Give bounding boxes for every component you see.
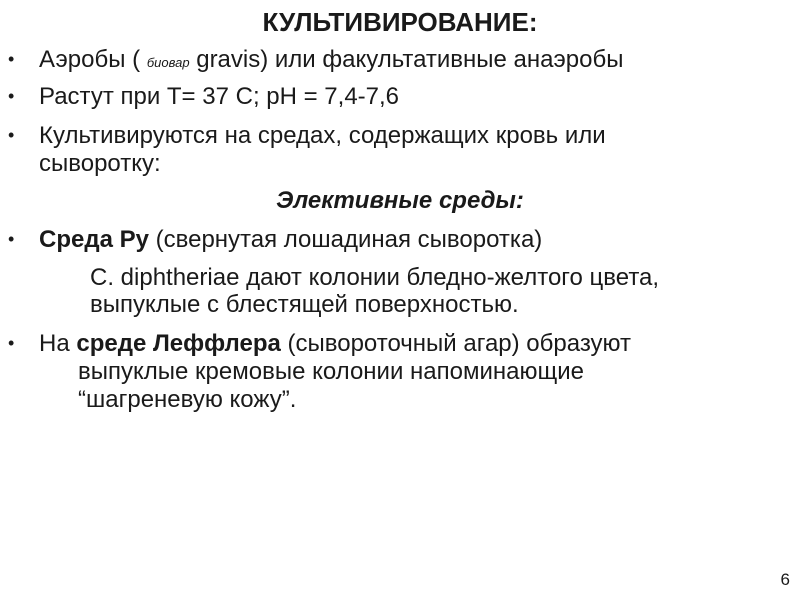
bullet-loeffler-line3: “шагреневую кожу”. — [78, 386, 297, 413]
biovar-label: биовар — [146, 55, 190, 70]
colonies-description-line2: выпуклые с блестящей поверхностью. — [90, 291, 519, 318]
loeffler-prefix: На — [39, 330, 77, 357]
bullet-aerobes-text-start: Аэробы ( — [39, 46, 147, 73]
bullet-growth-conditions: Растут при Т= 37 С; рН = 7,4-7,6 — [39, 83, 400, 110]
loeffler-description: (сывороточный агар) образуют — [280, 330, 632, 357]
elective-media-heading: Элективные среды: — [276, 187, 524, 214]
page-number: 6 — [780, 570, 790, 589]
colonies-description-line1: C. diphtheriae дают колонии бледно-желтого цвета, — [90, 264, 660, 291]
bullet-loeffler-line2: выпуклые кремовые колонии напоминающие — [78, 358, 584, 385]
bullet-loeffler-line1 — [39, 330, 631, 357]
roux-medium-description: (свернутая лошадиная сыворотка) — [148, 226, 543, 253]
bullet-marker: • — [8, 86, 15, 106]
bullet-roux-medium — [39, 226, 542, 253]
roux-medium-name: Среда Ру — [39, 226, 149, 253]
bullet-marker: • — [8, 125, 15, 145]
bullet-cultivation-line2: сыворотку: — [39, 150, 161, 177]
bullet-cultivation-line1: Культивируются на средах, содержащих кровь или — [39, 122, 606, 149]
loeffler-medium-name: среде Леффлера — [76, 330, 281, 357]
bullet-aerobes — [39, 46, 623, 76]
slide-title: КУЛЬТИВИРОВАНИЕ: — [262, 7, 538, 37]
bullet-marker: • — [8, 333, 15, 353]
bullet-marker: • — [8, 229, 15, 249]
bullet-aerobes-text-end: gravis) или факультативные анаэробы — [189, 46, 624, 73]
bullet-marker: • — [8, 49, 15, 69]
